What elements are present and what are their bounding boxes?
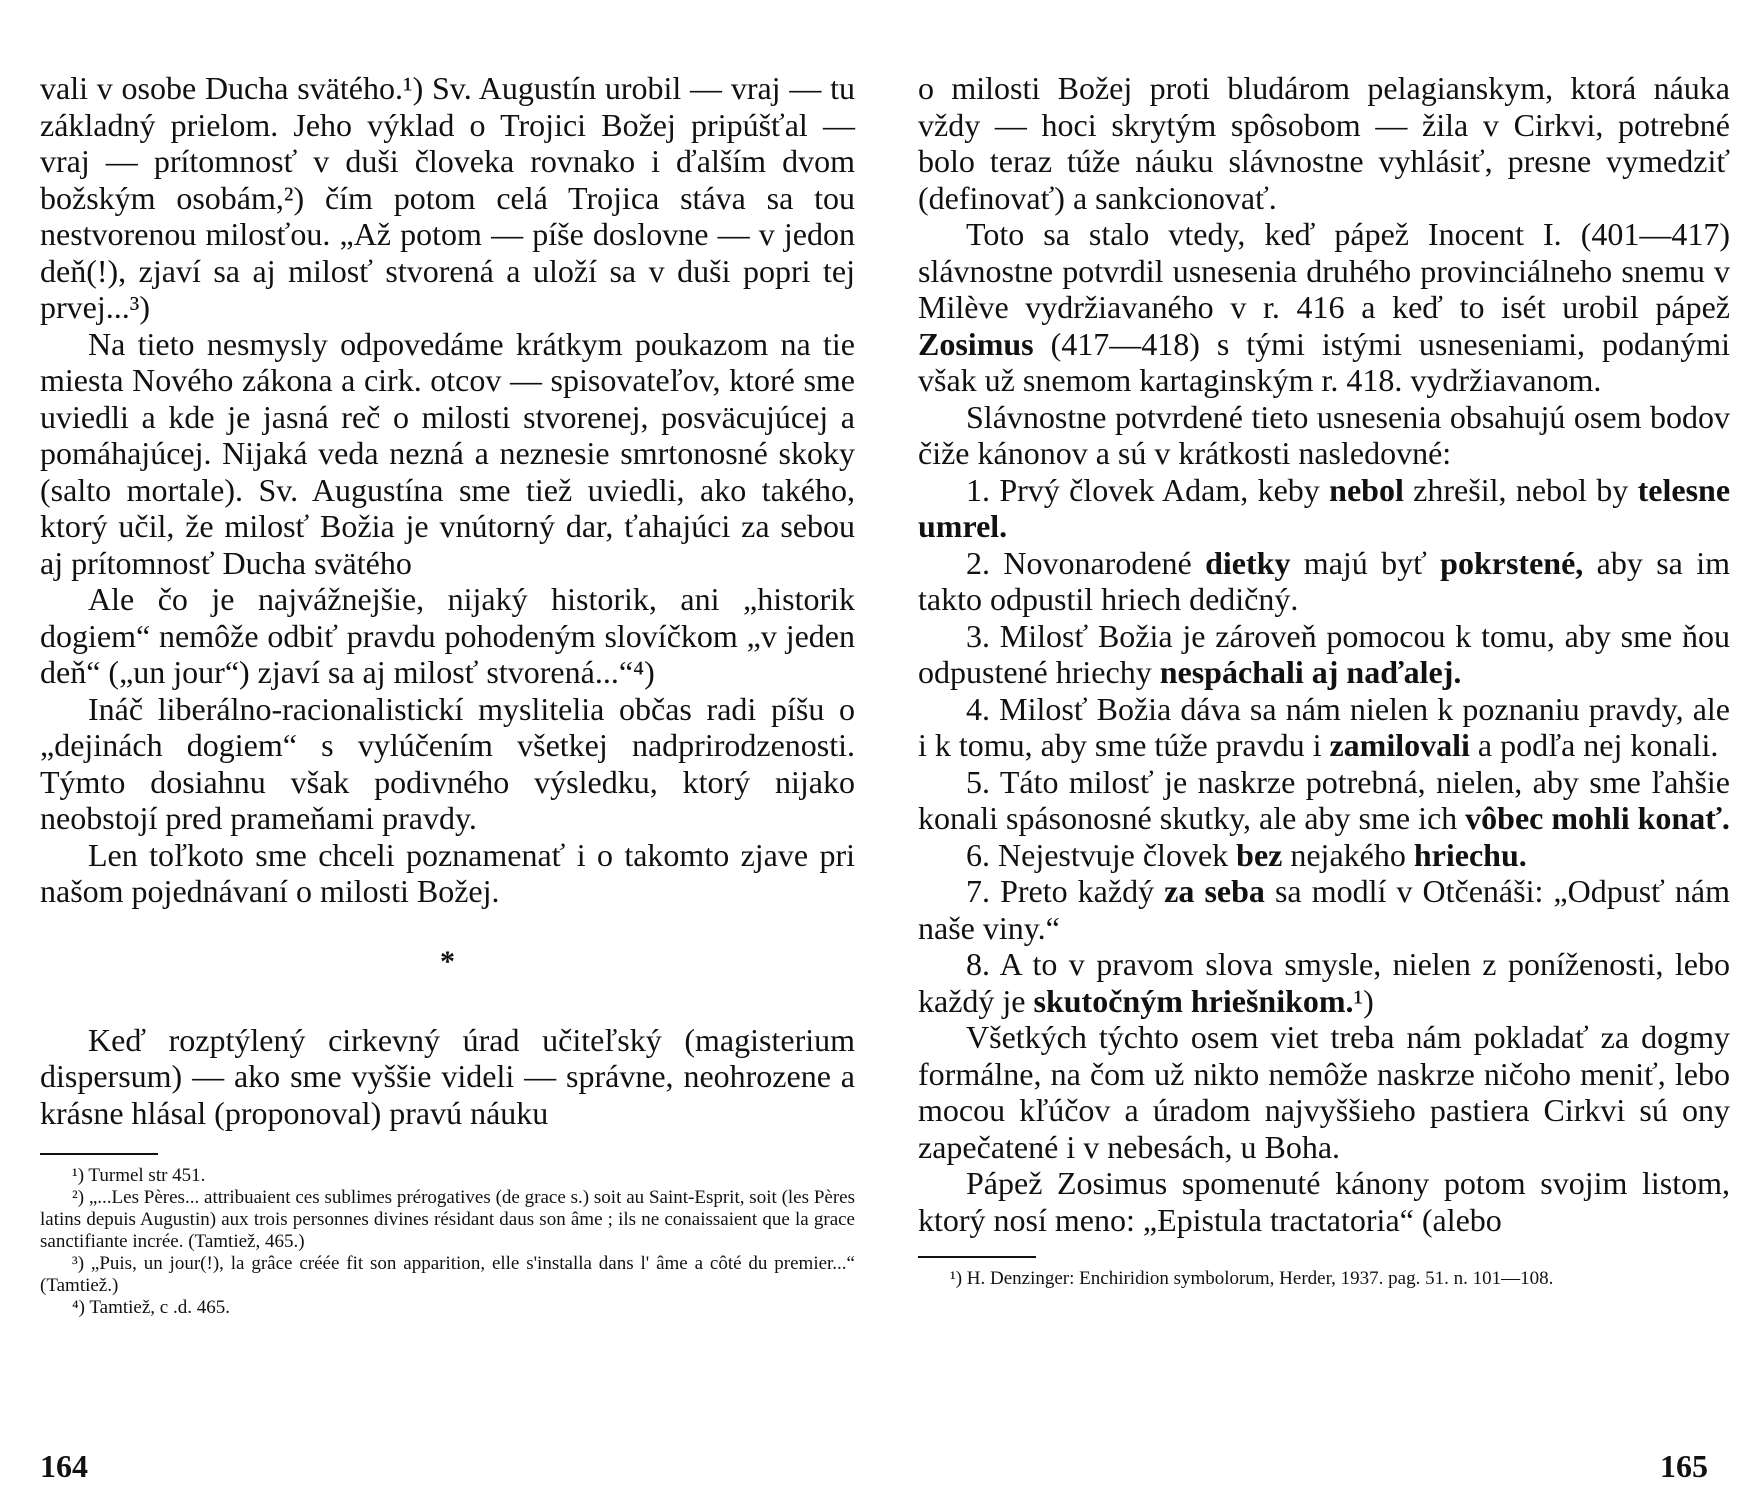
left-paragraph-4: Ináč liberálno-racionalistickí myslitelia občas radi píšu o „dejinách dogiem“ s vylúčením všetkej nadprirodzenosti. Týmto dosiahnu však podivného výsledku, ktorý nijako neobstojí pred prameňami pravdy. [40, 690, 855, 836]
canon-bold-text: dietky [1205, 544, 1291, 581]
left-paragraph-2: Na tieto nesmysly odpovedáme krátkym poukazom na tie miesta Nového zákona a cirk. otcov — spisovateľov, ktoré sme uviedli a kde je jasná reč o milosti stvorenej, posväcujúcej a pomáhajúcej. Nijaká veda nezná a neznesie smrtonosné skoky (salto mortale). Sv. Augustína sme tiež uviedli, ako takého, ktorý učil, že milosť Božia je vnútorný dar, ťahajúci za sebou aj prítomnosť Ducha svätého [40, 325, 855, 581]
right-paragraph-1: o milosti Božej proti bludárom pelagianskym, ktorá náuka vždy — hoci skrytým spôsobom — žila v Cirkvi, potrebné bolo teraz túže náuku slávnostne vyhlásiť, presne vymedziť (definovať) a sankcionovať. [918, 70, 1730, 216]
canon-bold-text: zamilovali [1329, 727, 1470, 763]
canon-text: nejakého [1282, 836, 1414, 873]
canon-item [918, 545, 1730, 618]
left-paragraph-5: Len toľkoto sme chceli poznamenať i o takomto zjave pri našom pojednávaní o milosti Božej. [40, 836, 855, 909]
canon-bold-text: za seba [1164, 873, 1265, 909]
canon-item [918, 946, 1730, 1019]
section-ornament: * [440, 944, 455, 978]
canon-list [918, 472, 1730, 1020]
footnote-1: ¹) Turmel str 451. [72, 1165, 206, 1186]
p2-bold: Zosimus [918, 325, 1034, 362]
canon-text: 7. Preto každý [966, 873, 1165, 909]
canon-text: sa modlí v Otčenáši: „Odpusť nám naše viny.“ [918, 873, 1731, 946]
canon-bold-text: bez [1236, 836, 1283, 873]
canon-text: 2. Novonarodené [966, 544, 1206, 581]
canon-text: 5. Táto milosť je naskrze potrebná, nielen, aby sme ľahšie konali spásonosné skutky, ale aby sme ich [918, 763, 1730, 836]
left-paragraph-6: Keď rozptýlený cirkevný úrad učiteľský (magisterium dispersum) — ako sme vyššie videli — správne, neohrozene a krásne hlásal (proponoval) pravú náuku [40, 1021, 855, 1131]
footnote-3: ³) „Puis, un jour(!), la grâce créée fit son apparition, elle s'installa dans l' âme a côté du premier...“ (Tamtiež.) [40, 1253, 855, 1296]
left-paragraph-3: Ale čo je najvážnejšie, nijaký historik, ani „historik dogiem“ nemôže odbiť pravdu pohodeným slovíčkom „v jeden deň“ („un jour“) zjaví sa aj milosť stvorená...“⁴) [40, 581, 855, 690]
canon-text: aby sa im takto odpustil hriech dedičný. [918, 544, 1730, 617]
canon-bold-text: skutočným hriešnikom. [1033, 982, 1354, 1019]
p2-rest: (417—418) s tými istými usneseniami, podanými však už snemom kartaginským r. 418. vydržiavanom. [918, 325, 1731, 398]
right-paragraph-3: Slávnostne potvrdené tieto usnesenia obsahujú osem bodov čiže kánonov a sú v krátkosti nasledovné: [918, 398, 1730, 471]
canon-item [918, 691, 1730, 764]
page-number-right: 165 [1660, 1448, 1708, 1484]
left-footnotes [40, 1165, 855, 1319]
canon-bold-text: pokrstené, [1440, 544, 1584, 581]
right-paragraph-5: Pápež Zosimus spomenuté kánony potom svojim listom, ktorý nosí meno: „Epistula tractatoria“ (alebo [918, 1165, 1730, 1238]
canon-text: 8. A to v pravom slova smysle, nielen z poníženosti, lebo každý je [918, 946, 1730, 1019]
p2-text: Toto sa stalo vtedy, keď pápež Inocent I. (401—417) slávnostne potvrdil usnesenia druhého provinciálneho snemu v Milève vydržiavaného v r. 416 a keď to isét urobil pápež [918, 216, 1730, 325]
footnote-2: ²) „...Les Pères... attribuaient ces sublimes prérogatives (de grace s.) soit au Saint-Esprit, soit (les Pères latins depuis Augustin) aux trois personnes divines résidant daus son âme ; ils ne conaissaient que la grace sanctifiante incrée. (Tamtiež, 465.) [40, 1187, 855, 1252]
canon-text: 4. Milosť Božia dáva sa nám nielen k poznaniu pravdy, ale i k tomu, aby sme túže pravdu i [918, 690, 1730, 763]
canon-item [918, 472, 1730, 545]
canon-bold-text: vôbec mohli konať. [1465, 800, 1730, 836]
right-footnotes [918, 1268, 1730, 1290]
right-paragraph-2 [918, 216, 1730, 399]
canon-text: majú byť [1290, 544, 1441, 581]
left-page [40, 70, 855, 1319]
canon-item [918, 837, 1730, 874]
canon-bold-text: nespáchali aj naďalej. [1159, 654, 1462, 690]
canon-text: a podľa nej konali. [1469, 727, 1719, 763]
canon-text: 3. Milosť Božia je zároveň pomocou k tomu, aby sme ňou odpustené hriechy [918, 617, 1730, 690]
footnote-rule [40, 1153, 158, 1155]
canon-bold-text: nebol [1329, 471, 1404, 508]
canon-bold-text: hriechu. [1413, 836, 1527, 873]
left-paragraph-1: vali v osobe Ducha svätého.¹) Sv. Augustín urobil — vraj — tu základný prielom. Jeho výklad o Trojici Božej pripúšťal — vraj — prítomnosť v duši človeka rovnako i ďalším dvom božským osobám,²) čím potom celá Trojica stáva sa tou nestvorenou milosťou. „Až potom — píše doslovne — v jedon deň(!), zjaví sa aj milosť stvorená a uloží sa v duši popri tej prvej...³) [40, 70, 855, 325]
page-number-left: 164 [40, 1448, 88, 1484]
right-page [918, 70, 1730, 1290]
canon-text: zhrešil, nebol by [1403, 471, 1638, 508]
canon-item [918, 618, 1730, 691]
right-paragraph-4: Všetkých týchto osem viet treba nám pokladať za dogmy formálne, na čom už nikto nemôže naskrze ničoho meniť, lebo mocou kľúčov a úradom najvyššieho pastiera Cirkvi sú ony zapečatené i v nebesách, u Boha. [918, 1019, 1730, 1165]
footnote-4: ⁴) Tamtiež, c .d. 465. [72, 1297, 230, 1318]
canon-item [918, 873, 1730, 946]
canon-item [918, 764, 1730, 837]
canon-text: 6. Nejestvuje človek [966, 836, 1237, 873]
canon-bold-text: telesne umrel. [918, 471, 1731, 544]
canon-text: 1. Prvý človek Adam, keby [966, 471, 1330, 508]
canon-text: ¹) [1353, 982, 1374, 1019]
footnote-right-1: ¹) H. Denzinger: Enchiridion symbolorum, Herder, 1937. pag. 51. n. 101—108. [950, 1268, 1554, 1289]
footnote-rule-right [918, 1256, 1036, 1258]
